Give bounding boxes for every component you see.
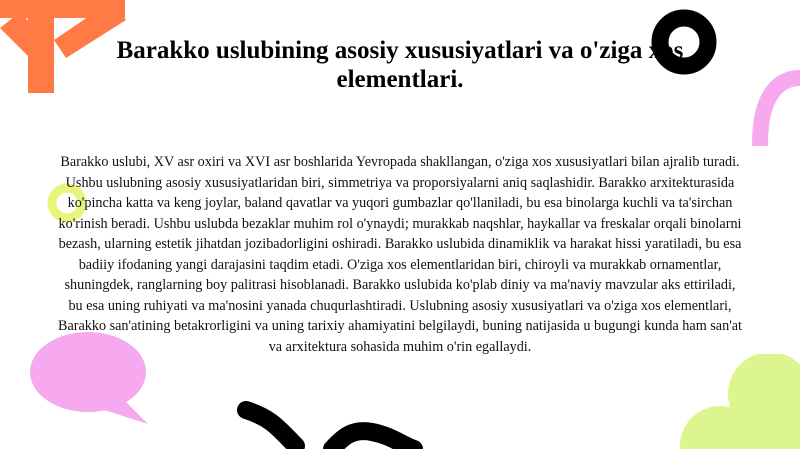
slide-body-text: Barakko uslubi, XV asr oxiri va XVI asr boshlarida Yevropada shakllangan, o'ziga xos xususiyatlari bilan ajralib turadi. Ushbu uslubning asosiy xususiyatlaridan biri, simmetriya va proporsiyalarni aniq saqlashidir. Barakko arxitekturasida ko'pincha katta va keng joylar, baland qavatlar va yuqori gumbazlar qo'llaniladi, bu esa binolarga kuchli va ta'sirchan ko'rinish beradi. Ushbu uslubda bezaklar muhim rol o'ynaydi; murakkab naqshlar, haykallar va freskalar orqali binolarni bezash, ularning estetik jihatdan jozibadorligini oshiradi. Barakko uslubida dinamiklik va harakat hissi yaratiladi, bu esa badiiy ifodaning yangi darajasini taqdim etadi. O'ziga xos elementlaridan biri, chiroyli va murakkab ornamentlar, shuningdek, ranglarning boy palitrasi hisoblanadi. Barakko uslubida ko'plab diniy va ma'naviy mavzular aks ettiriladi, bu esa uning ruhiyati va ma'nosini yanada chuqurlashtiradi. Uslubning asosiy xususiyatlari va o'ziga xos elementlari, Barakko san'atining betakrorligini va uning tarixiy ahamiyatini belgilaydi, buning natijasida u bugungi kunda ham san'at va arxitektura sohasida muhim o'rin egallaydi.: [58, 154, 742, 355]
slide-title: Barakko uslubining asosiy xususiyatlari va o'ziga xos elementlari.: [116, 37, 684, 93]
green-blob-shape: [670, 354, 800, 449]
pink-arc-shape: [748, 66, 800, 146]
black-squiggle-shape: [232, 398, 432, 449]
